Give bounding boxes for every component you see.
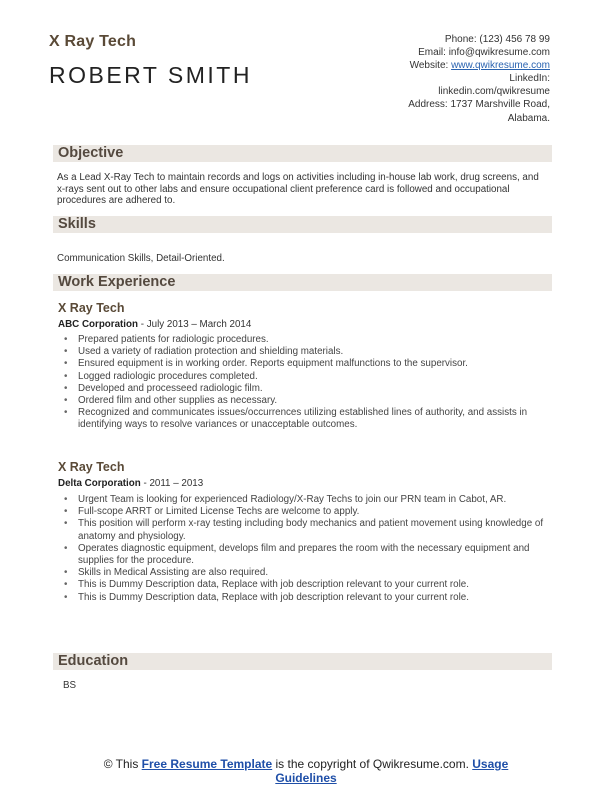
skills-section-header xyxy=(53,216,552,233)
list-item: • Urgent Team is looking for experienced Radiology/X-Ray Techs to join our PRN team in Cabot, AR. xyxy=(63,494,553,506)
job-1-title: X Ray Tech xyxy=(58,301,125,315)
objective-text: As a Lead X-Ray Tech to maintain records and logs on activities including in-house lab work, drug screens, and x-rays sent out to other labs and ensure occupational client preference card is followed and occupational procedures are adhered to. xyxy=(57,172,539,207)
job-2-company-line xyxy=(58,478,203,489)
job-2-title: X Ray Tech xyxy=(58,460,125,474)
candidate-name: ROBERT SMITH xyxy=(49,62,252,88)
job-1-dates: - July 2013 – March 2014 xyxy=(138,319,252,330)
job-1-bullets xyxy=(63,334,553,432)
job-2-dates: - 2011 – 2013 xyxy=(140,478,204,489)
list-item: • Operates diagnostic equipment, develops film and prepares the room with the necessary equipment and supplies for the procedure. xyxy=(63,543,553,567)
work-heading: Work Experience xyxy=(58,274,176,290)
list-item: • Logged radiologic procedures completed. xyxy=(63,371,553,383)
list-item: • Recognized and communicates issues/occurrences utilizing established lines of authority, and assists in identifying ways to resolve variances or unacceptable outcomes. xyxy=(63,407,553,431)
contact-linkedin: linkedin.com/qwikresume xyxy=(438,86,550,98)
work-section-header xyxy=(53,274,552,291)
resume-job-title: X Ray Tech xyxy=(49,33,137,50)
list-item: • Used a variety of radiation protection and shielding materials. xyxy=(63,346,553,358)
contact-linkedin-label: LinkedIn: xyxy=(509,73,550,85)
footer-middle: is the copyright of Qwikresume.com. xyxy=(272,757,473,771)
education-section-header xyxy=(53,653,552,670)
list-item: • Full-scope ARRT or Limited License Techs are welcome to apply. xyxy=(63,506,553,518)
copyright-footer xyxy=(0,758,612,785)
skills-text: Communication Skills, Detail-Oriented. xyxy=(57,253,225,264)
free-resume-template-link[interactable]: Free Resume Template xyxy=(141,757,273,771)
list-item: • This is Dummy Description data, Replace with job description relevant to your current role. xyxy=(63,592,553,604)
list-item: • This position will perform x-ray testing including body mechanics and patient movement using knowledge of anatomy and physiology. xyxy=(63,518,553,542)
objective-section-header xyxy=(53,145,552,162)
objective-heading: Objective xyxy=(58,145,124,161)
job-2-bullets xyxy=(63,494,553,604)
education-heading: Education xyxy=(58,653,129,669)
job-1-company-line xyxy=(58,319,251,330)
contact-address-line1: Address: 1737 Marshville Road, xyxy=(408,99,550,111)
list-item: • Prepared patients for radiologic procedures. xyxy=(63,334,553,346)
list-item: • Developed and processeed radiologic film. xyxy=(63,383,553,395)
list-item: • This is Dummy Description data, Replace with job description relevant to your current role. xyxy=(63,579,553,591)
skills-heading: Skills xyxy=(58,216,96,232)
usage-guidelines-link-part2[interactable]: Guidelines xyxy=(275,770,337,785)
contact-phone: Phone: (123) 456 78 99 xyxy=(444,34,550,45)
education-text: BS xyxy=(63,680,77,691)
list-item: • Ensured equipment is in working order. Reports equipment malfunctions to the supervisor. xyxy=(63,358,553,370)
footer-prefix: © This xyxy=(103,757,142,771)
usage-guidelines-link-part1[interactable]: Usage xyxy=(472,757,509,771)
job-1-company: ABC Corporation xyxy=(58,319,139,330)
list-item: • Skills in Medical Assisting are also required. xyxy=(63,567,553,579)
contact-website xyxy=(300,59,550,72)
contact-email: Email: info@qwikresume.com xyxy=(418,47,550,59)
website-link[interactable]: www.qwikresume.com xyxy=(451,60,550,72)
contact-address-line2: Alabama. xyxy=(507,112,550,124)
job-2-company: Delta Corporation xyxy=(58,478,141,489)
contact-block xyxy=(300,33,550,125)
contact-website-label: Website: xyxy=(409,60,452,72)
list-item: • Ordered film and other supplies as necessary. xyxy=(63,395,553,407)
